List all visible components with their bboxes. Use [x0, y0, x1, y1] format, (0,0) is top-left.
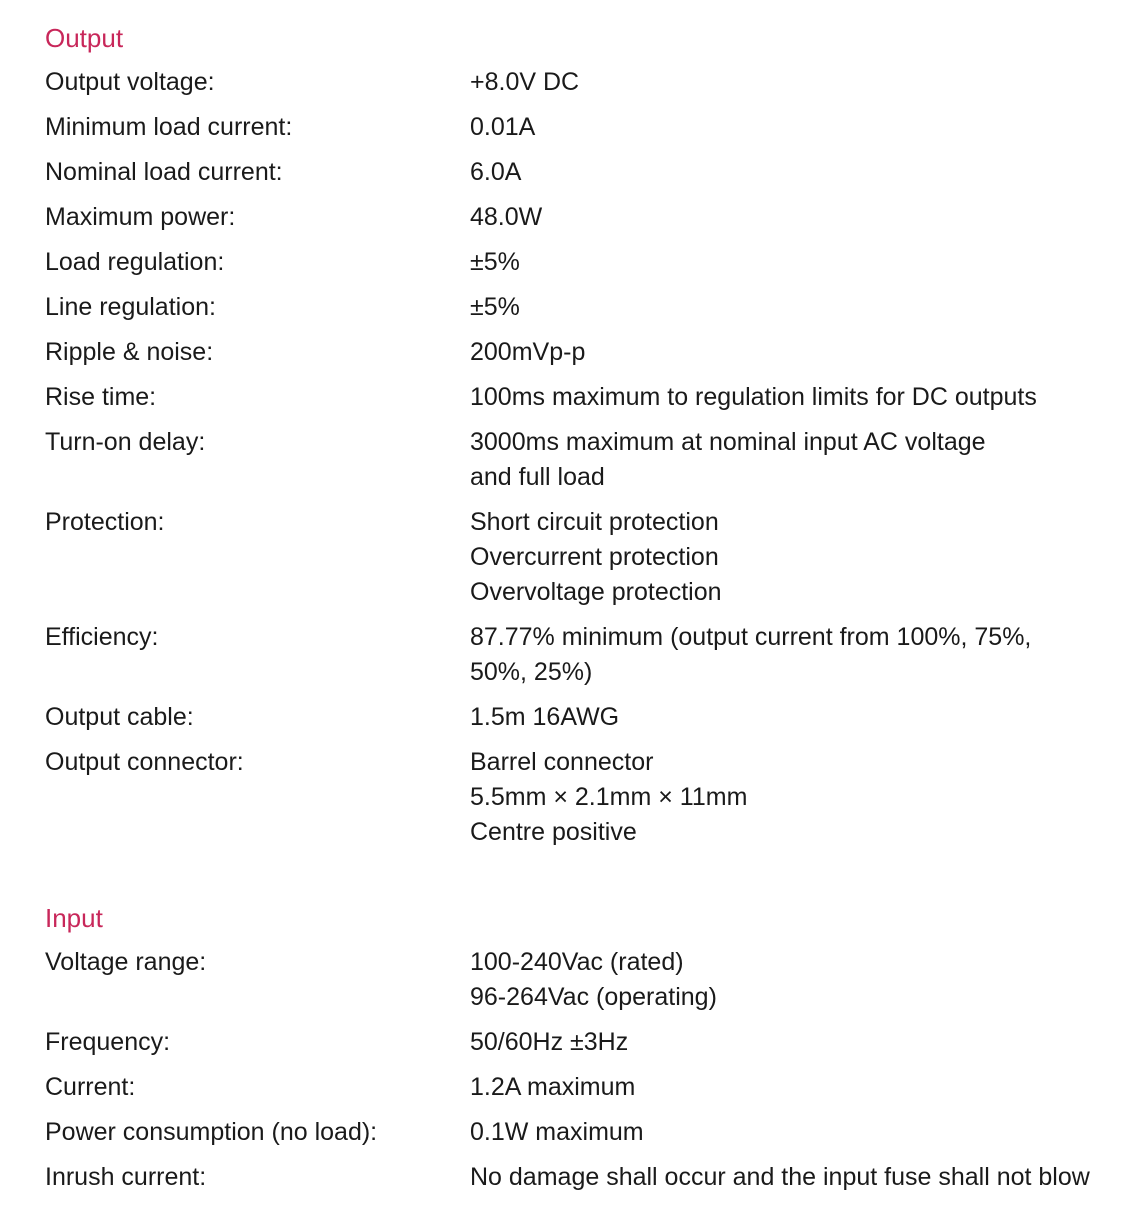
spec-value [470, 200, 1125, 235]
spec-label: Load regulation: [45, 248, 225, 276]
spec-label: Maximum power: [45, 203, 236, 231]
spec-row [45, 1025, 1125, 1060]
spec-label: Protection: [45, 508, 165, 536]
spec-value-line: Centre positive [470, 818, 637, 846]
spec-label: Ripple & noise: [45, 338, 214, 366]
spec-value-line: 50%, 25%) [470, 658, 593, 686]
spec-value [470, 620, 1125, 690]
spec-label: Nominal load current: [45, 158, 283, 186]
spec-label: Output cable: [45, 703, 194, 731]
spec-value [470, 945, 1125, 1015]
spec-row [45, 155, 1125, 190]
section-heading: Input [45, 903, 103, 933]
spec-table [45, 945, 1125, 1205]
spec-value [470, 245, 1125, 280]
spec-row [45, 1070, 1125, 1105]
spec-row [45, 1160, 1125, 1195]
spec-value-line: Barrel connector [470, 748, 654, 776]
spec-value-line: Overcurrent protection [470, 543, 719, 571]
spec-value-line: 0.01A [470, 113, 536, 141]
spec-value-line: 6.0A [470, 158, 522, 186]
spec-value [470, 155, 1125, 190]
spec-value-line: Short circuit protection [470, 508, 719, 536]
spec-value [470, 505, 1125, 610]
spec-value [470, 1160, 1125, 1195]
spec-label: Voltage range: [45, 948, 207, 976]
spec-sheet [45, 22, 1125, 1205]
spec-row [45, 65, 1125, 100]
spec-value-line: ±5% [470, 293, 520, 321]
spec-table [45, 65, 1125, 860]
spec-value-line: 100ms maximum to regulation limits for DC outputs [470, 383, 1037, 411]
spec-value-line: +8.0V DC [470, 68, 580, 96]
spec-value-line: Overvoltage protection [470, 578, 722, 606]
spec-label: Output connector: [45, 748, 244, 776]
spec-value [470, 1070, 1125, 1105]
spec-label: Rise time: [45, 383, 157, 411]
spec-label: Output voltage: [45, 68, 215, 96]
spec-row [45, 290, 1125, 325]
spec-label: Efficiency: [45, 623, 159, 651]
spec-section-output [45, 22, 1125, 860]
spec-value [470, 425, 1125, 495]
spec-value-line: 50/60Hz ±3Hz [470, 1028, 629, 1056]
spec-value [470, 335, 1125, 370]
spec-value [470, 1025, 1125, 1060]
spec-value [470, 745, 1125, 850]
spec-value-line: 100-240Vac (rated) [470, 948, 684, 976]
spec-value-line: 96-264Vac (operating) [470, 983, 717, 1011]
spec-label: Minimum load current: [45, 113, 293, 141]
spec-row [45, 700, 1125, 735]
spec-value [470, 380, 1125, 415]
spec-value-line: 5.5mm × 2.1mm × 11mm [470, 783, 748, 811]
spec-value-line: 87.77% minimum (output current from 100%, 75%, [470, 623, 1032, 651]
spec-value [470, 290, 1125, 325]
spec-value-line: 0.1W maximum [470, 1118, 644, 1146]
spec-row [45, 380, 1125, 415]
spec-value [470, 110, 1125, 145]
spec-value-line: ±5% [470, 248, 520, 276]
section-spacer [45, 860, 1125, 902]
spec-row [45, 425, 1125, 495]
spec-label: Power consumption (no load): [45, 1118, 378, 1146]
spec-row [45, 945, 1125, 1015]
spec-value-line: 200mVp-p [470, 338, 586, 366]
spec-value [470, 1115, 1125, 1150]
spec-label: Frequency: [45, 1028, 171, 1056]
spec-row [45, 110, 1125, 145]
spec-value-line: 3000ms maximum at nominal input AC voltage [470, 428, 986, 456]
spec-row [45, 505, 1125, 610]
spec-sections [45, 22, 1125, 1205]
spec-label: Inrush current: [45, 1163, 207, 1191]
spec-section-input [45, 902, 1125, 1205]
spec-value-line: 48.0W [470, 203, 543, 231]
spec-row [45, 1115, 1125, 1150]
spec-row [45, 245, 1125, 280]
spec-value-line: 1.5m 16AWG [470, 703, 620, 731]
section-heading: Output [45, 23, 124, 53]
spec-row [45, 200, 1125, 235]
spec-label: Turn-on delay: [45, 428, 206, 456]
spec-row [45, 620, 1125, 690]
spec-value-line: No damage shall occur and the input fuse shall not blow [470, 1163, 1090, 1191]
spec-value [470, 65, 1125, 100]
spec-value-line: 1.2A maximum [470, 1073, 636, 1101]
spec-value [470, 700, 1125, 735]
spec-label: Current: [45, 1073, 136, 1101]
spec-row [45, 335, 1125, 370]
spec-value-line: and full load [470, 463, 605, 491]
spec-label: Line regulation: [45, 293, 216, 321]
spec-row [45, 745, 1125, 850]
